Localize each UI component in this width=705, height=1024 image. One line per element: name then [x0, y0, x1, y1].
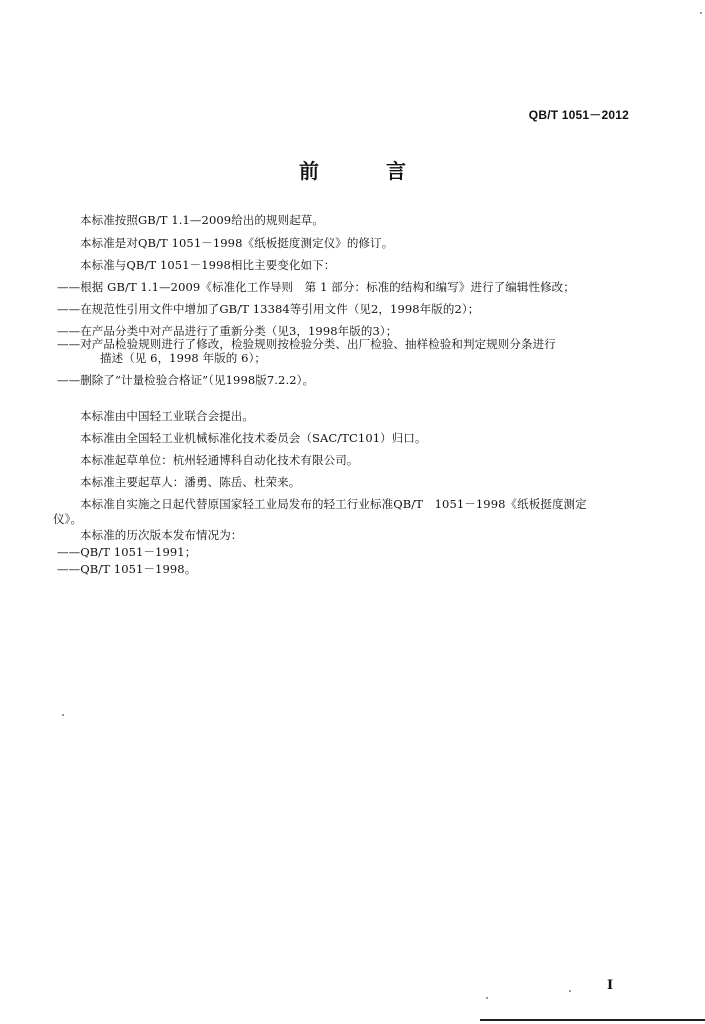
paragraph-drafting-unit: 本标准起草单位：杭州轻通博科自动化技术有限公司。 [80, 453, 359, 467]
scan-speck [62, 714, 64, 716]
scan-speck [700, 12, 702, 14]
change-item-references: ——在规范性引用文件中增加了GB/T 13384等引用文件（见2，1998年版的2）； [57, 302, 480, 316]
paragraph-drafting-rule: 本标准按照GB/T 1.1—2009给出的规则起草。 [80, 213, 324, 227]
history-item-1998: ——QB/T 1051－1998。 [57, 562, 197, 576]
history-item-1991: ——QB/T 1051－1991； [57, 545, 197, 559]
change-item-certificate: ——删除了“计量检验合格证”（见1998版7.2.2）。 [57, 373, 315, 387]
change-item-inspection: ——对产品检验规则进行了修改，检验规则按检验分类、出厂检验、抽样检验和判定规则分条进行 [57, 337, 556, 351]
paragraph-changes-intro: 本标准与QB/T 1051－1998相比主要变化如下： [80, 258, 336, 272]
scan-edge-line [480, 1019, 705, 1021]
scan-speck [486, 997, 488, 999]
paragraph-committee: 本标准由全国轻工业机械标准化技术委员会（SAC/TC101）归口。 [80, 431, 427, 445]
page-title: 前 言 [299, 159, 436, 183]
paragraph-replacement-cont: 仪》。 [53, 512, 83, 526]
paragraph-revision: 本标准是对QB/T 1051－1998《纸板挺度测定仪》的修订。 [80, 236, 394, 250]
page-number: I [607, 978, 614, 993]
paragraph-history-intro: 本标准的历次版本发布情况为： [80, 528, 243, 542]
change-item-inspection-cont: 描述（见 6，1998 年版的 6）； [100, 351, 267, 365]
paragraph-replacement: 本标准自实施之日起代替原国家轻工业局发布的轻工行业标准QB/T 1051－1998《纸板挺度测定 [80, 497, 587, 511]
change-item-editorial: ——根据 GB/T 1.1—2009《标准化工作导则 第 1 部分：标准的结构和编写》进行了编辑性修改； [57, 280, 575, 294]
paragraph-drafters: 本标准主要起草人：潘勇、陈岳、杜荣来。 [80, 475, 301, 489]
standard-code: QB/T 1051－2012 [528, 108, 629, 122]
scan-speck [569, 990, 571, 992]
paragraph-proposer: 本标准由中国轻工业联合会提出。 [80, 409, 254, 423]
change-item-classification: ——在产品分类中对产品进行了重新分类（见3，1998年版的3）； [57, 324, 398, 338]
